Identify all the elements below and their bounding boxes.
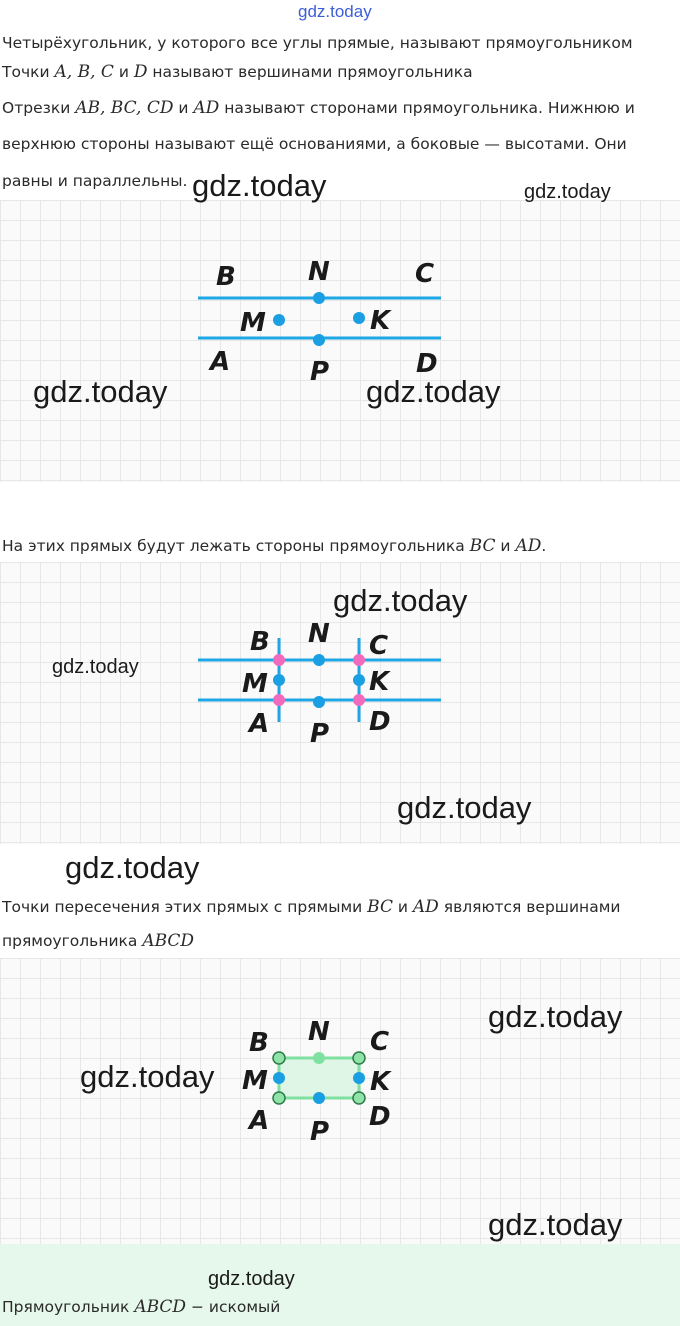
label-p: P <box>310 719 330 749</box>
label-p: P <box>310 357 330 387</box>
text: называют сторонами прямоугольника. Нижнюю и <box>219 99 635 117</box>
definition-line-3 <box>2 98 635 118</box>
math-ad: AD <box>412 897 439 917</box>
math-bc: BC <box>469 536 496 556</box>
step-3-line-1 <box>2 897 620 917</box>
label-n: N <box>308 257 330 287</box>
math-abcd: ABCD <box>142 931 195 951</box>
text: и <box>113 63 134 81</box>
watermark: gdz.today <box>52 656 139 678</box>
definition-line-5: равны и параллельны. <box>2 172 188 190</box>
point-c <box>353 654 365 666</box>
text: называют вершинами прямоугольника <box>147 63 473 81</box>
vertex-a <box>273 1092 285 1104</box>
label-d: D <box>369 707 391 737</box>
watermark: gdz.today <box>397 790 532 825</box>
text: и <box>392 898 413 916</box>
label-b: B <box>249 1028 269 1058</box>
math-points: A, B, C <box>54 62 114 82</box>
label-k: K <box>370 1067 391 1097</box>
watermark: gdz.today <box>488 999 623 1034</box>
math-segments: AB, BC, CD <box>75 98 174 118</box>
label-c: C <box>415 259 435 289</box>
text: и <box>495 537 516 555</box>
point-n <box>313 654 325 666</box>
point-k <box>353 674 365 686</box>
label-p: P <box>310 1117 330 1147</box>
label-d: D <box>416 349 438 379</box>
vertex-d <box>353 1092 365 1104</box>
math-ad: AD <box>515 536 542 556</box>
point-p <box>313 1092 325 1104</box>
text: и <box>173 99 194 117</box>
point-b <box>273 654 285 666</box>
answer-text <box>2 1297 280 1317</box>
step-2-text <box>2 536 546 556</box>
figure-1-grid <box>0 200 680 482</box>
text: − искомый <box>186 1298 281 1316</box>
figure-1-drawing <box>0 200 680 482</box>
text: Точки пересечения этих прямых с прямыми <box>2 898 368 916</box>
definition-line-1: Четырёхугольник, у которого все углы прямые, называют прямоугольником <box>2 34 633 52</box>
math-abcd: ABCD <box>134 1297 187 1317</box>
label-c: C <box>369 631 389 661</box>
watermark: gdz.today <box>488 1207 623 1242</box>
watermark: gdz.today <box>80 1059 215 1094</box>
point-m <box>273 674 285 686</box>
label-k: K <box>369 667 390 697</box>
site-logo[interactable]: gdz.today <box>298 2 372 21</box>
text: являются вершинами <box>438 898 621 916</box>
vertex-c <box>353 1052 365 1064</box>
text: Отрезки <box>2 99 76 117</box>
text: прямоугольника <box>2 932 143 950</box>
label-b: B <box>250 627 270 657</box>
point-p <box>313 334 325 346</box>
point-n <box>313 1052 325 1064</box>
label-m: M <box>242 1066 268 1096</box>
watermark: gdz.today <box>524 181 611 203</box>
text: Прямоугольник <box>2 1298 135 1316</box>
step-3-line-2 <box>2 931 194 951</box>
definition-line-4: верхнюю стороны называют ещё основаниями, а боковые — высотами. Они <box>2 135 627 153</box>
label-k: K <box>370 306 391 336</box>
point-a <box>273 694 285 706</box>
text: . <box>541 537 547 555</box>
point-d <box>353 694 365 706</box>
math-point-d: D <box>133 62 148 82</box>
watermark: gdz.today <box>192 168 327 203</box>
label-a: A <box>210 347 231 377</box>
definition-line-2 <box>2 62 473 82</box>
text: Точки <box>2 63 55 81</box>
label-m: M <box>240 308 266 338</box>
watermark: gdz.today <box>33 374 168 409</box>
label-n: N <box>308 619 330 649</box>
point-k <box>353 312 365 324</box>
watermark: gdz.today <box>366 374 501 409</box>
label-d: D <box>369 1102 391 1132</box>
label-a: A <box>249 1106 270 1136</box>
point-m <box>273 314 285 326</box>
point-m <box>273 1072 285 1084</box>
math-segment-ad: AD <box>193 98 220 118</box>
label-m: M <box>242 669 268 699</box>
label-b: B <box>216 262 236 292</box>
math-bc: BC <box>367 897 393 917</box>
watermark: gdz.today <box>208 1268 295 1290</box>
point-k <box>353 1072 365 1084</box>
point-n <box>313 292 325 304</box>
watermark: gdz.today <box>333 583 468 618</box>
label-c: C <box>370 1027 390 1057</box>
watermark: gdz.today <box>65 850 200 885</box>
text: На этих прямых будут лежать стороны прямоугольника <box>2 537 470 555</box>
point-p <box>313 696 325 708</box>
vertex-b <box>273 1052 285 1064</box>
label-a: A <box>249 709 270 739</box>
label-n: N <box>308 1017 330 1047</box>
